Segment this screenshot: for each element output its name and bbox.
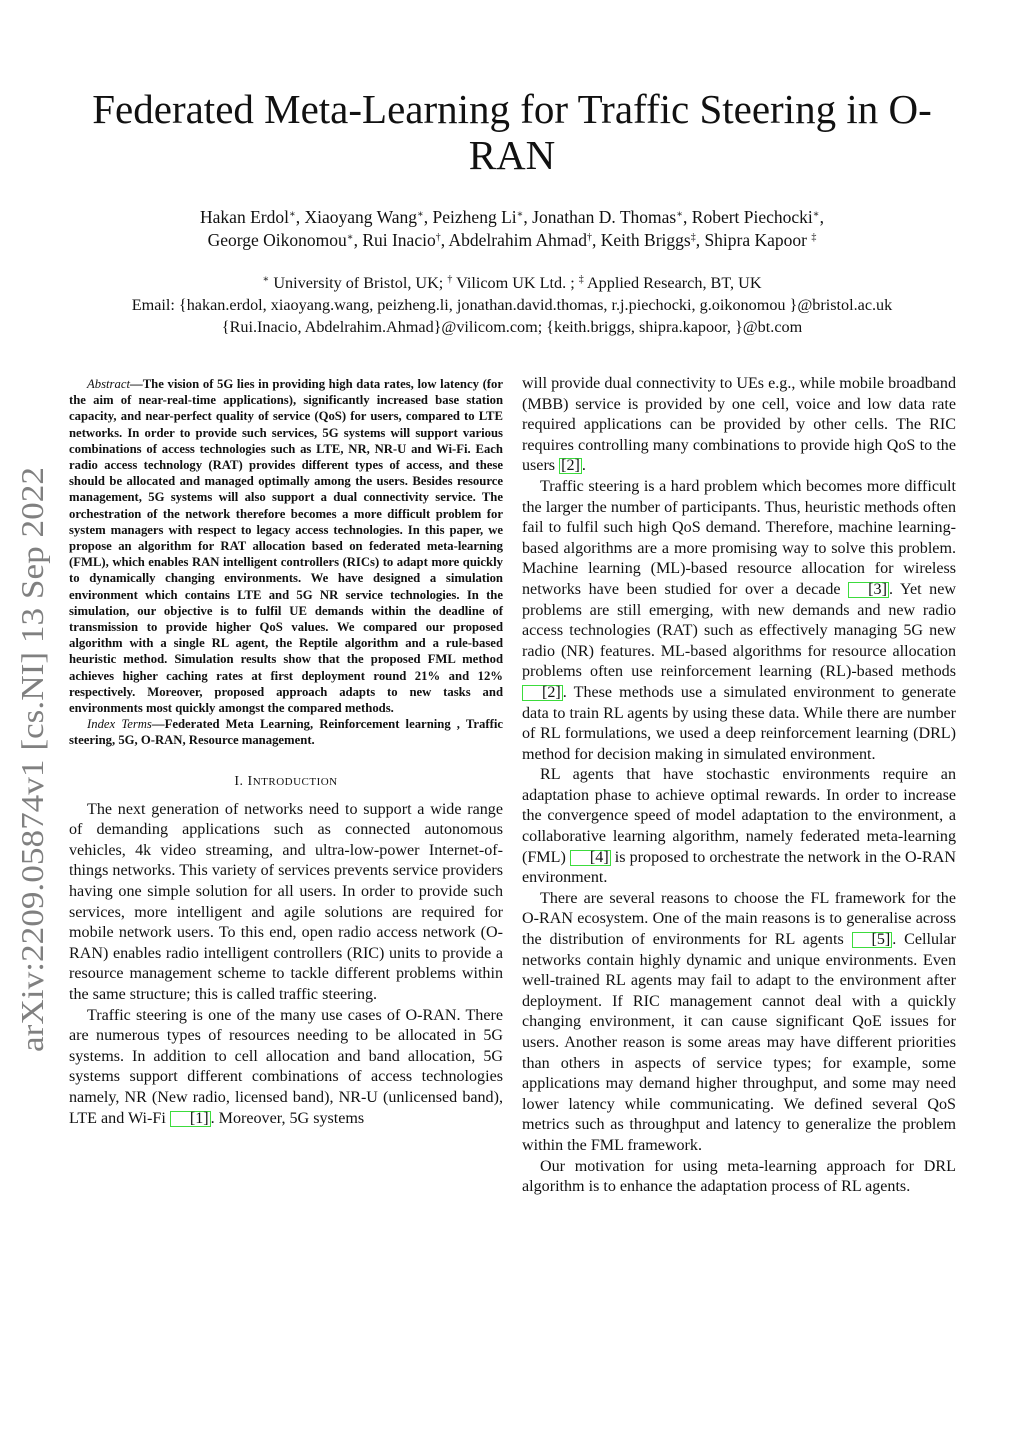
author-name: Xiaoyang Wang — [304, 207, 417, 227]
index-terms — [69, 716, 503, 748]
citation-link[interactable]: [2] — [522, 685, 563, 701]
abstract-label: Abstract — [87, 377, 130, 391]
citation-link[interactable]: [1] — [170, 1111, 211, 1127]
citation-link[interactable]: [2] — [561, 457, 580, 475]
author-name: George Oikonomou — [207, 230, 347, 250]
author-name: Rui Inacio — [362, 230, 436, 250]
paragraph: Our motivation for using meta-learning approach for DRL algorithm is to enhance the adaptation process of RL agents. — [522, 1157, 956, 1196]
paragraph: There are several reasons to choose the FL framework for the O-RAN ecosystem. One of the main reasons is to generalise across the distribution of environments for RL agents [5] . Cellular networks contain highly dynamic and unique environments. Even well-trained RL agents may fail to adapt to the environment after deployment. If RIC management cannot deal with a quickly changing environment, it can cause significant QoE issues for users. Another reason is some areas may have different priorities than others in aspects of service types; for example, some applications may demand higher throughput, and some may need lower latency while communicating. We defined several QoS metrics such as throughput and latency to generalize the problem within the FML framework. — [522, 889, 956, 1154]
affiliation-bt: Applied Research, BT, UK — [586, 274, 762, 292]
paragraph: RL agents that have stochastic environments require an adaptation phase to achieve optimal rewards. In order to increase the convergence speed of model adaptation to the environment, a collaborative learning algorithm, namely federated meta-learning (FML) [4] is proposed to orchestrate the network in the O-RAN environment. — [522, 766, 956, 887]
author-list: Hakan Erdol∗, Xiaoyang Wang∗, Peizheng Li∗, Jonathan D. Thomas∗, Robert Piechocki∗, George Oikonomou∗, Rui Inacio†, Abdelrahim Ahmad†, Keith Briggs‡, Shipra Kapoor ‡ — [200, 207, 824, 250]
author-name: Hakan Erdol — [200, 207, 289, 227]
paragraph: The next generation of networks need to support a wide range of demanding applications such as connected autonomous vehicles, 4k video streaming, and ultra-low-power Internet-of-things networks. This variety of services prevents service providers having one simple solution for all users. In order to provide such services, more intelligent and agile solutions are required for mobile network users. To this end, open radio access network (O-RAN) enables radio intelligent controllers (RIC) units to provide a resource management scheme to tackle different problems within the same structure; this is called traffic steering. — [69, 800, 503, 1004]
arxiv-identifier-stamp — [10, 460, 54, 1060]
author-name: Keith Briggs — [600, 230, 691, 250]
paragraph: Traffic steering is a hard problem which becomes more difficult the larger the number of participants. Thus, heuristic methods often fail to fulfil such high QoS demand. Therefore, machine learning-based algorithms are a more promising way to solve this problem. Machine learning (ML)-based resource allocation for wireless networks have been studied for over a decade [3] . Yet new problems are still emerging, with new demands and new radio access technologies (RAT) such as effectively managing 5G new radio (NR) features. ML-based algorithms for resource allocation problems often use reinforcement learning (RL)-based methods [2] . These methods use a simulated environment to generate data to train RL agents by using these data. While there are number of RL formulations, we used a deep reinforcement learning (DRL) method for decision making in simulated environment. — [522, 477, 956, 763]
section-heading-introduction: I. INTRODUCTION — [234, 773, 338, 789]
author-name: Jonathan D. Thomas — [532, 207, 677, 227]
affiliations: ∗ University of Bristol, UK; † Vilicom UK Ltd. ; ‡ Applied Research, BT, UK Email: {hakan.erdol, xiaoyang.wang, peizheng.li, jonathan.david.thomas, r.j.piechocki, g.oikonomou }@bristol.ac.uk {Rui.Inacio, Abdelrahim.Ahmad}@vilicom.com; {keith.briggs, shipra.kapoor, }@bt.com — [60, 272, 964, 338]
email-line-1: Email: {hakan.erdol, xiaoyang.wang, peizheng.li, jonathan.david.thomas, r.j.piechocki, g.oikonomou }@bristol.ac.uk — [131, 296, 893, 314]
affiliation-bristol: University of Bristol, UK; — [273, 274, 444, 292]
email-line-2: {Rui.Inacio, Abdelrahim.Ahmad}@vilicom.com; {keith.briggs, shipra.kapoor, }@bt.com — [221, 318, 803, 336]
paper-title: Federated Meta-Learning for Traffic Steering in O-RAN — [92, 86, 932, 178]
author-name: Robert Piechocki — [691, 207, 813, 227]
citation-link[interactable]: [5] — [852, 932, 893, 948]
citation-link[interactable]: [3] — [848, 582, 889, 598]
author-name: Shipra Kapoor — [704, 230, 808, 250]
affiliation-vilicom: Vilicom UK Ltd. ; — [456, 274, 575, 292]
author-name: Peizheng Li — [432, 207, 517, 227]
left-column — [69, 376, 503, 1129]
right-column — [522, 374, 956, 1198]
index-terms-text: —Federated Meta Learning, Reinforcement learning , Traffic steering, 5G, O-RAN, Resource management. — [69, 717, 503, 748]
abstract-text: —The vision of 5G lies in providing high data rates, low latency (for the aim of near-real-time applications), significantly increased base station capacity, and near-perfect quality of service (QoS) for users, compared to LTE networks. In order to provide such services, 5G systems will support various combinations of access technologies such as LTE, NR, NR-U and Wi-Fi. Each radio access technology (RAT) provides different types of access, and these should be allocated and managed optimally among the users. Besides resource management, 5G systems will also support a dual connectivity service. The orchestration of the network therefore becomes a more difficult problem for system managers with respect to legacy access technologies. In this paper, we propose an algorithm for RAT allocation based on federated meta-learning (FML), which enables RAN intelligent controllers (RICs) to adapt more quickly to dynamically changing environments. We have designed a simulation environment which contains LTE and 5G NR service technologies. In the simulation, our objective is to fulfil UE demands within the deadline of transmission to provide higher QoS values. We compared our proposed algorithm with a single RL agent, the Reptile algorithm and a rule-based heuristic method. Simulation results show that the proposed FML method achieves higher caching rates at first deployment round 21% and 12% respectively. Moreover, proposed approach adapts to new tasks and environments most quickly amongst the compared methods. — [69, 377, 503, 716]
arxiv-identifier-text: arXiv:2209.05874v1 [cs.NI] 13 Sep 2022 — [14, 520, 50, 1052]
index-terms-label: Index Terms — [87, 717, 152, 732]
abstract — [69, 376, 503, 716]
paragraph: will provide dual connectivity to UEs e.g., while mobile broadband (MBB) service is provided by one cell, voice and low data rate required applications can be provided by other cells. The RIC requires controlling many combinations to provide high QoS to the users [2] . — [522, 375, 956, 475]
author-name: Abdelrahim Ahmad — [448, 230, 588, 250]
paragraph: Traffic steering is one of the many use cases of O-RAN. There are numerous types of resources needing to be allocated in 5G systems. In addition to cell allocation and band allocation, 5G systems support different combinations of access technologies namely, NR (New radio, licensed band), NR-U (unlicensed band), LTE and Wi-Fi [1] . Moreover, 5G systems — [69, 1006, 503, 1127]
citation-link[interactable]: [4] — [570, 850, 611, 866]
